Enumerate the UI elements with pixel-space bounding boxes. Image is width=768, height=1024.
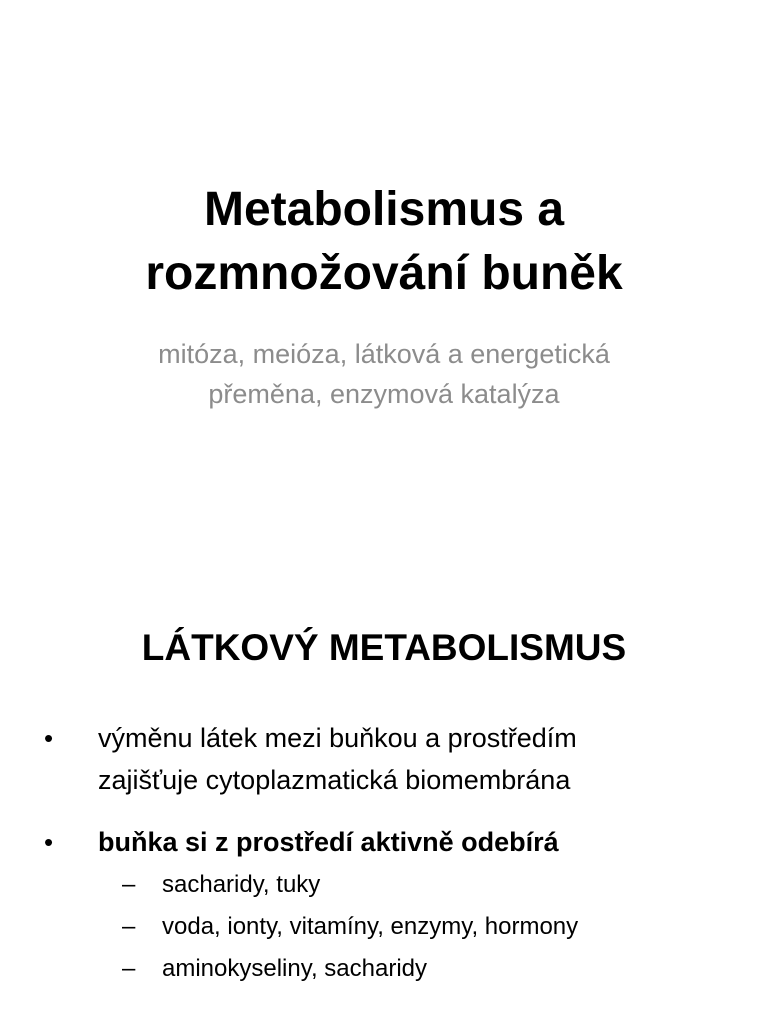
slide-metabolism: [0, 576, 768, 1024]
title-line-2: rozmnožování buněk: [145, 247, 623, 300]
sub-bullet-marker: –: [122, 913, 136, 940]
slide-title-heading: [0, 178, 768, 306]
slide-subtitle: [0, 334, 768, 414]
bullet-text: [98, 821, 738, 863]
bullet-text: [98, 717, 738, 801]
sub-bullet-text: voda, ionty, vitamíny, enzymy, hormony: [162, 913, 579, 940]
sub-bullet-text: sacharidy, tuky: [162, 871, 321, 898]
title-line-1: Metabolismus a: [203, 183, 565, 236]
slide-heading: LÁTKOVÝ METABOLISMUS: [141, 627, 627, 668]
bullet-marker: •: [44, 827, 54, 857]
bullet-line: výměnu látek mezi buňkou a prostředím: [98, 723, 577, 753]
subtitle-line-1: mitóza, meióza, látková a energetická: [158, 339, 610, 369]
bullet-line: zajišťuje cytoplazmatická biomembrána: [98, 765, 571, 795]
subtitle-line-2: přeměna, enzymová katalýza: [208, 379, 560, 409]
bullet-marker: •: [44, 723, 54, 753]
sub-bullet-marker: –: [122, 871, 136, 898]
sub-bullet-text: aminokyseliny, sacharidy: [162, 955, 427, 982]
bullet-line: buňka si z prostředí aktivně odebírá: [98, 827, 559, 857]
sub-bullet-marker: –: [122, 955, 136, 982]
